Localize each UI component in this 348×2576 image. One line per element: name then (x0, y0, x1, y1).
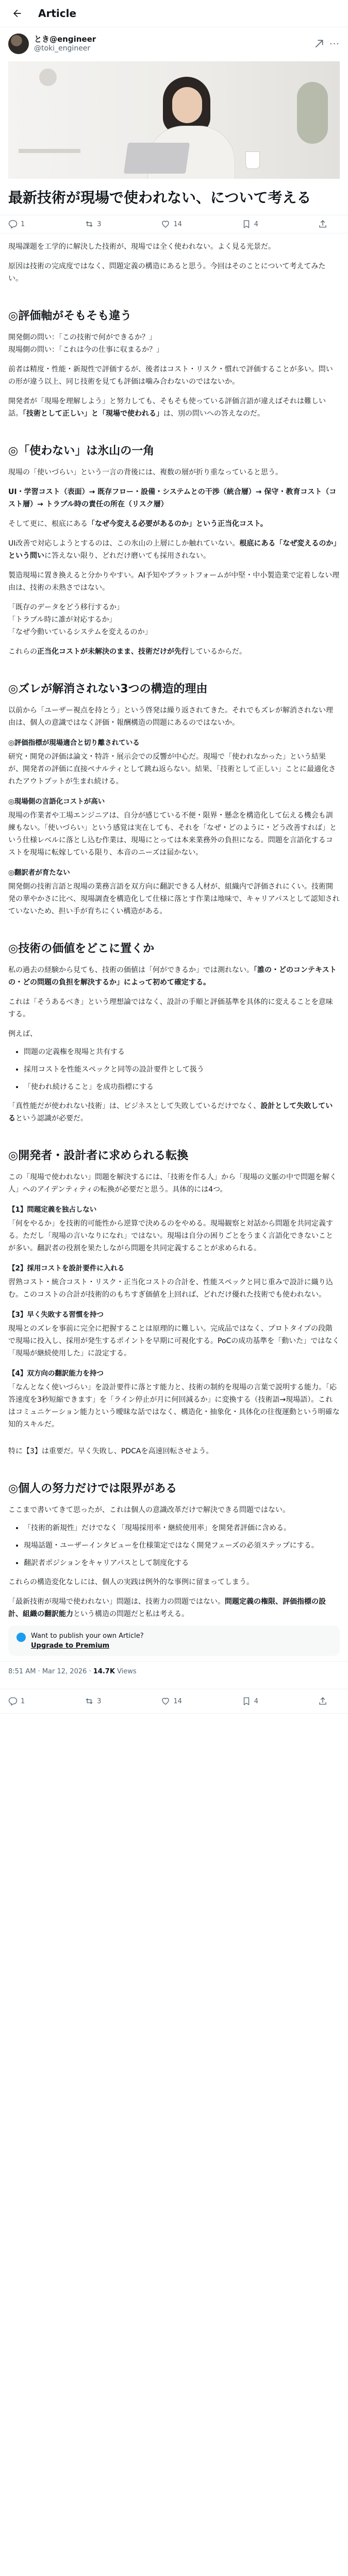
section-heading: ◎評価軸がそもそも違う (8, 310, 132, 323)
quote-list: 「既存のデータをどう移行するか」 「トラブル時に誰が対応するか」 「なぜ今動いているシステムを変えるのか」 (8, 603, 152, 636)
list-item: • 採用コストを性能スペックと同等の設計要件として扱う (24, 1064, 340, 1075)
text: UI改善で対応しようとするのは、この氷山の上層にしか触れていない。 (8, 539, 240, 548)
reply-count: 1 (21, 1697, 25, 1705)
grok-icon[interactable] (314, 39, 324, 49)
bold-text: 「なぜ今変える必要があるのか」という正当化コスト。 (88, 520, 268, 528)
heart-icon (161, 1697, 170, 1706)
back-arrow-icon (12, 8, 22, 19)
back-button[interactable] (8, 5, 26, 22)
bookmark-button[interactable] (242, 219, 258, 229)
share-button[interactable] (318, 1697, 327, 1706)
text: は、別の問いへの答えなのだ。 (163, 410, 264, 418)
section-heading: ◎技術の価値をどこに置くか (8, 942, 155, 955)
bookmark-count: 4 (254, 220, 259, 228)
author-info (34, 35, 314, 53)
paragraph (8, 537, 340, 562)
bold-text: 「技術として正しい」と「現場で使われる」 (23, 410, 163, 418)
heart-icon (161, 219, 170, 229)
section-heading: ◎個人の努力だけでは限界がある (8, 1482, 177, 1495)
intro-paragraph: 原因は技術の完成度ではなく、問題定義の構造にあると思う。今回はそのことについて考えてみたい。 (8, 262, 326, 283)
paragraph: これらの構造変化なしには、個人の実践は例外的な事例に留まってしまう。 (8, 1578, 254, 1586)
text: 「最新技術が現場で使われない」問題は、技術力の問題ではない。 (8, 1598, 225, 1606)
bullet-list (8, 1522, 340, 1569)
subheading: ◎評価指標が現場適合と切り離されている (8, 739, 140, 747)
paragraph: 開発側の問い：「この技術で何ができるか？」 現場側の問い：「これは今の仕事に収まるか？」 (8, 333, 163, 354)
subheading: ◎現場側の言語化コストが高い (8, 798, 105, 806)
paragraph: 以前から「ユーザー視点を持とう」という啓発は繰り返されてきた。それでもズレが解消されない理由は、個人の意識ではなく評価・報酬構造の問題にあるのではないか。 (8, 706, 333, 727)
engagement-bar-top (0, 215, 348, 233)
repost-icon (85, 1697, 94, 1706)
repost-button[interactable] (85, 1697, 101, 1706)
article-title: 最新技術が現場で使われない、について考える (8, 189, 311, 206)
share-icon (318, 1697, 327, 1706)
paragraph (8, 646, 340, 658)
share-icon (318, 219, 327, 229)
author-row (0, 27, 348, 59)
repost-icon (85, 219, 94, 229)
bookmark-icon (242, 1697, 251, 1706)
reply-button[interactable] (8, 219, 25, 229)
top-bar (0, 0, 348, 27)
paragraph: 開発側の技術言語と現場の業務言語を双方向に翻訳できる人材が、組織内で評価されにくい。技術開発の華やかさに比べ、現場調査を構造化して仕様に落とす作業は地味で、キャリアパスとして認知されていないため、担い手が育ちにくい構造がある。 (8, 883, 340, 916)
like-count: 14 (173, 1697, 182, 1705)
bookmark-count: 4 (254, 1697, 259, 1705)
paragraph: 製造現場に置き換えると分かりやすい。AI予知やプラットフォームが中堅・中小製造業で定着しない理由は、技術の未熟さではない。 (8, 571, 340, 592)
text: に答えない限り、どれだけ磨いても採用されない。 (44, 552, 210, 560)
author-handle[interactable]: @toki_engineer (34, 44, 91, 53)
reply-count: 1 (21, 220, 25, 228)
like-button[interactable] (161, 1697, 182, 1706)
paragraph: ここまで書いてきて思ったが、これは個人の意識改革だけで解決できる問題ではない。 (8, 1506, 290, 1514)
reply-button[interactable] (8, 1697, 25, 1706)
bold-text: 問題定義の権限、評価指標の設計、組織の翻訳能力 (8, 1598, 326, 1618)
repost-button[interactable] (85, 219, 101, 229)
layer-chain: UI・学習コスト（表面）→ 既存フロー・設備・システムとの干渉（統合層）→ 保守・教育コスト（コスト層）→ トラブル時の責任の所在（リスク層） (8, 488, 337, 509)
more-options-icon[interactable]: ··· (329, 38, 340, 49)
page-title: Article (38, 7, 77, 20)
cover-image (8, 61, 340, 179)
paragraph: これは「そうあるべき」という理想論ではなく、設計の手順と評価基準を具体的に変えることを意味する。 (8, 998, 333, 1019)
text: そして更に、根底にある (8, 520, 88, 528)
post-timestamp[interactable]: 8:51 AM · Mar 12, 2026 · (8, 1668, 93, 1675)
paragraph: 習熟コスト・統合コスト・リスク・正当化コストの合計を、性能スペックと同じ重みで設計に織り込む。このコストの合計が技術的のもちすぎ価値を上回れば、どれだけ優れた技術でも使われない。 (8, 1278, 333, 1299)
text: 「真性能だが使われない技術」は、ビジネスとして失敗しているだけでなく、 (8, 1102, 261, 1110)
share-button[interactable] (318, 219, 327, 229)
intro-paragraph: 現場課題を工学的に解決した技術が、現場では全く使われない。よく見る光景だ。 (8, 243, 275, 251)
bold-text: 「誰の・どのコンテキストの・どの問題の負担を解決するか」によって初めて確定する。 (8, 966, 337, 987)
view-count: 14.7K (93, 1668, 115, 1675)
reply-icon (8, 1697, 18, 1706)
list-item: • 問題の定義権を現場と共有する (24, 1046, 340, 1058)
paragraph: 現場の「使いづらい」という一言の背後には、複数の層が折り重なっていると思う。 (8, 468, 283, 477)
bold-text: 根底にある「なぜ変えるのか」という問い (8, 539, 337, 560)
paragraph (8, 518, 340, 530)
paragraph: 研究・開発の評価は論文・特許・展示会での反響が中心だ。現場で「使われなかった」という結果が、開発者の評価に直接ペナルティとして跳ね返らない。結果、「技術として正しい」ことに最適化されたアウトプットが生まれ続ける。 (8, 753, 336, 786)
upgrade-premium-link[interactable]: Upgrade to Premium (31, 1642, 110, 1650)
paragraph: 現場とのズレを事前に完全に把握することは原理的に難しい。完成品ではなく、プロトタイプの段階で現場に投入し、採用が発生するポイントを早期に可視化する。PoCの成功基準を「動いた」ではなく「現場が継続使用した」に設定する。 (8, 1325, 340, 1358)
verified-badge-icon (16, 1633, 26, 1642)
section-heading: ◎ズレが解消されない3つの構造的理由 (8, 683, 208, 696)
promo-text: Want to publish your own Article? (31, 1632, 144, 1640)
reply-icon (8, 219, 18, 229)
list-item: • 「使われ続けること」を成功指標にする (24, 1081, 340, 1093)
paragraph: 「なんとなく使いづらい」を設計要件に落とす能力と、技術の制約を現場の言葉で説明する能力。「応答速度を3秒短縮できます」を「ライン停止が月に何回減るか」に変換する（技術語→現場語）。これはコミュニケーション能力という曖昧な話ではなく、構造化・抽象化・具体化の往復運動という明確な知的スキルだ。 (8, 1383, 340, 1429)
paragraph: 特に【3】は重要だ。早く失敗し、PDCAを高速回転させよう。 (8, 1447, 213, 1455)
subheading: 【2】採用コストを設計要件に入れる (8, 1264, 125, 1273)
text: これらの (8, 648, 37, 656)
paragraph: この「現場で使われない」問題を解決するには、「技術を作る人」から「現場の文脈の中で問題を解く人」へのアイデンティティの転換が必要だと思う。具体的には4つ。 (8, 1173, 337, 1194)
paragraph (8, 1596, 340, 1620)
subheading: 【4】双方向の翻訳能力を持つ (8, 1369, 104, 1378)
paragraph: 現場の作業者や工場エンジニアは、自分が感じている不便・限界・懸念を構造化して伝える機会も訓練もない。「使いづらい」という感覚は実在しても、それを「なぜ・どのように・どう改善すれば」という仕様レベルに落とし込む作業は、現場にとっては本来業務外の負担になる。問題を言語化するコストを現場に転嫁している限り、本音のニーズは届かない。 (8, 811, 337, 857)
subheading: 【3】早く失敗する習慣を持つ (8, 1311, 104, 1319)
premium-promo (8, 1625, 340, 1656)
bookmark-icon (242, 219, 251, 229)
repost-count: 3 (97, 1697, 102, 1705)
section-heading: ◎開発者・設計者に求められる転換 (8, 1149, 189, 1162)
bookmark-button[interactable] (242, 1697, 258, 1706)
engagement-bar-bottom (0, 1689, 348, 1714)
list-item: • 「技術的新規性」だけでなく「現場採用率・継続使用率」を開発者評価に含める。 (24, 1522, 340, 1534)
paragraph: 例えば、 (8, 1030, 37, 1038)
paragraph: 「何をやるか」を技術的可能性から逆算で決めるのをやめる。現場観察と対話から問題を共同定義する。ただし「現場の言いなりになれ」ではない。現場は自分の困りごとをうまく言語化できないことが多い。翻訳者の役割を果たしながら問題を共同定義することが求められる。 (8, 1219, 333, 1252)
subheading: ◎翻訳者が育たない (8, 869, 70, 877)
paragraph (8, 395, 340, 420)
text: 私の過去の経験から見ても、技術の価値は「何ができるか」では測れない。 (8, 966, 254, 974)
views-label: Views (114, 1668, 137, 1675)
article-body (0, 241, 348, 1620)
author-name[interactable]: とき@engineer (34, 34, 96, 44)
list-item: • 翻訳者ポジションをキャリアパスとして制度化する (24, 1557, 340, 1569)
section-heading: ◎「使わない」は氷山の一角 (8, 445, 155, 457)
repost-count: 3 (97, 220, 102, 228)
subheading: 【1】問題定義を独占しない (8, 1206, 97, 1214)
text: 開発者が「現場を理解しよう」と努力しても、そもそも使っている評価言語が違えばそれは難しい話。 (8, 397, 326, 418)
bold-text: 正当化コストが未解決のまま、技術だけが先行 (37, 648, 189, 656)
bullet-list (8, 1046, 340, 1093)
avatar[interactable] (8, 33, 29, 54)
like-count: 14 (173, 220, 182, 228)
text: という認識が必要だ。 (15, 1114, 88, 1123)
paragraph (8, 964, 340, 989)
bold-text: 設計として失敗している (8, 1102, 333, 1123)
text: という構造の問題だと私は考える。 (73, 1610, 189, 1618)
post-meta (0, 1661, 348, 1682)
list-item: • 現場話題・ユーザーインタビューを仕様策定ではなく開発フェーズの必須ステップにする。 (24, 1540, 340, 1551)
paragraph: 前者は精度・性能・新規性で評価するが、後者はコスト・リスク・慣れで評価することが多い。問いの形が違う以上、同じ技術を見ても評価は噛み合わないのではないか。 (8, 365, 333, 386)
like-button[interactable] (161, 219, 182, 229)
paragraph (8, 1100, 340, 1125)
text: しているからだ。 (189, 648, 246, 656)
